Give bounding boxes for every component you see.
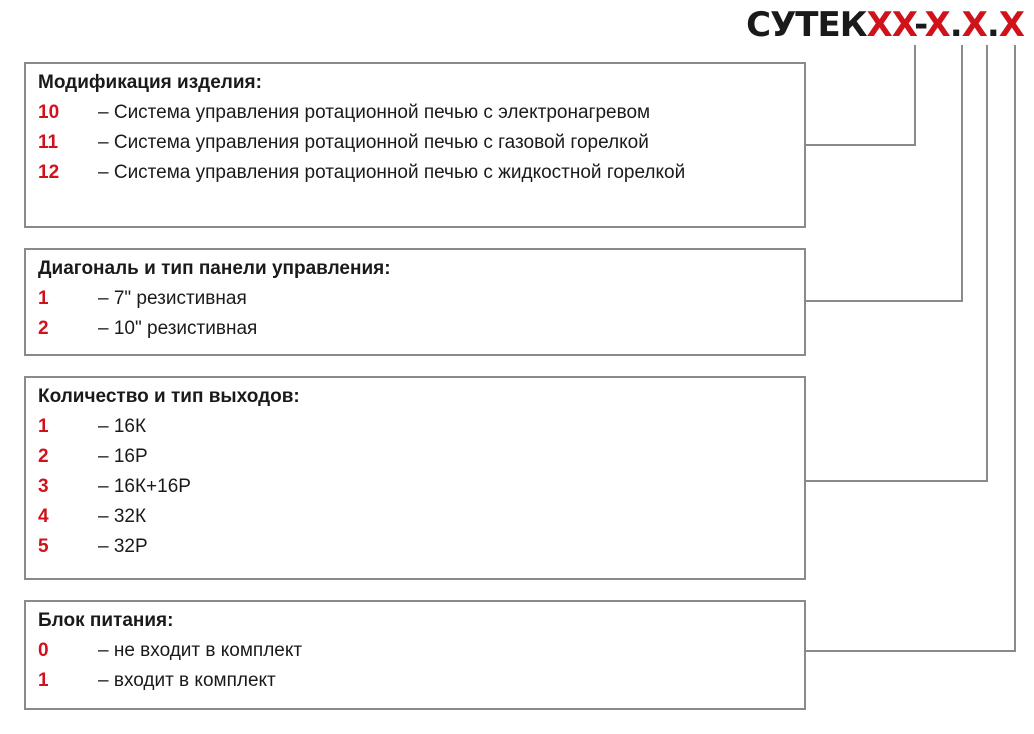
code-separator-2: . (949, 5, 962, 45)
box-panel (24, 248, 806, 356)
box-modification (24, 62, 806, 228)
option-description: – входит в комплект (98, 670, 276, 691)
code-segment-modification: XX (866, 5, 915, 45)
option-code: 3 (38, 476, 49, 497)
connector-outputs (806, 45, 987, 481)
option-code: 1 (38, 416, 49, 437)
option-description: – 7" резистивная (98, 288, 247, 309)
list-item (38, 314, 792, 344)
option-description: – не входит в комплект (98, 640, 303, 661)
option-code: 5 (38, 536, 49, 557)
option-code: 0 (38, 640, 49, 661)
option-description: – 16Р (98, 446, 148, 467)
list-item (38, 472, 792, 502)
option-code: 1 (38, 670, 49, 691)
list-item (38, 284, 792, 314)
code-separator-3: . (986, 5, 999, 45)
option-code: 1 (38, 288, 49, 309)
connector-modification (806, 45, 915, 145)
box-heading-modification: Модификация изделия: (38, 72, 262, 93)
model-code-title (746, 5, 1024, 45)
box-outputs (24, 376, 806, 580)
option-code: 2 (38, 446, 49, 467)
list-item (38, 532, 792, 562)
option-description: – 16К (98, 416, 147, 437)
option-description: – Система управления ротационной печью с газовой горелкой (98, 132, 649, 153)
list-item (38, 98, 792, 128)
option-description: – Система управления ротационной печью с электронагревом (98, 102, 651, 123)
list-item (38, 636, 792, 666)
list-item (38, 128, 792, 158)
list-item (38, 442, 792, 472)
list-item (38, 412, 792, 442)
model-prefix: СУТЕК (746, 5, 867, 45)
option-description: – 32Р (98, 536, 148, 557)
code-segment-panel: X (924, 5, 950, 45)
connector-power (806, 45, 1015, 651)
option-description: – Система управления ротационной печью с жидкостной горелкой (98, 162, 686, 183)
list-item (38, 158, 792, 188)
option-code: 10 (38, 102, 60, 123)
option-description: – 32К (98, 506, 147, 527)
connector-panel (806, 45, 962, 301)
option-code: 2 (38, 318, 49, 339)
option-description: – 16К+16Р (98, 476, 191, 497)
box-heading-outputs: Количество и тип выходов: (38, 386, 300, 407)
option-code: 11 (38, 132, 59, 153)
code-separator-1: - (914, 5, 925, 45)
option-description: – 10" резистивная (98, 318, 258, 339)
code-segment-outputs: X (961, 5, 987, 45)
list-item (38, 666, 792, 696)
option-code: 12 (38, 162, 60, 183)
list-item (38, 502, 792, 532)
box-heading-power: Блок питания: (38, 610, 174, 631)
code-segment-power: X (998, 5, 1024, 45)
box-power (24, 600, 806, 710)
box-heading-panel: Диагональ и тип панели управления: (38, 258, 391, 279)
option-code: 4 (38, 506, 49, 527)
